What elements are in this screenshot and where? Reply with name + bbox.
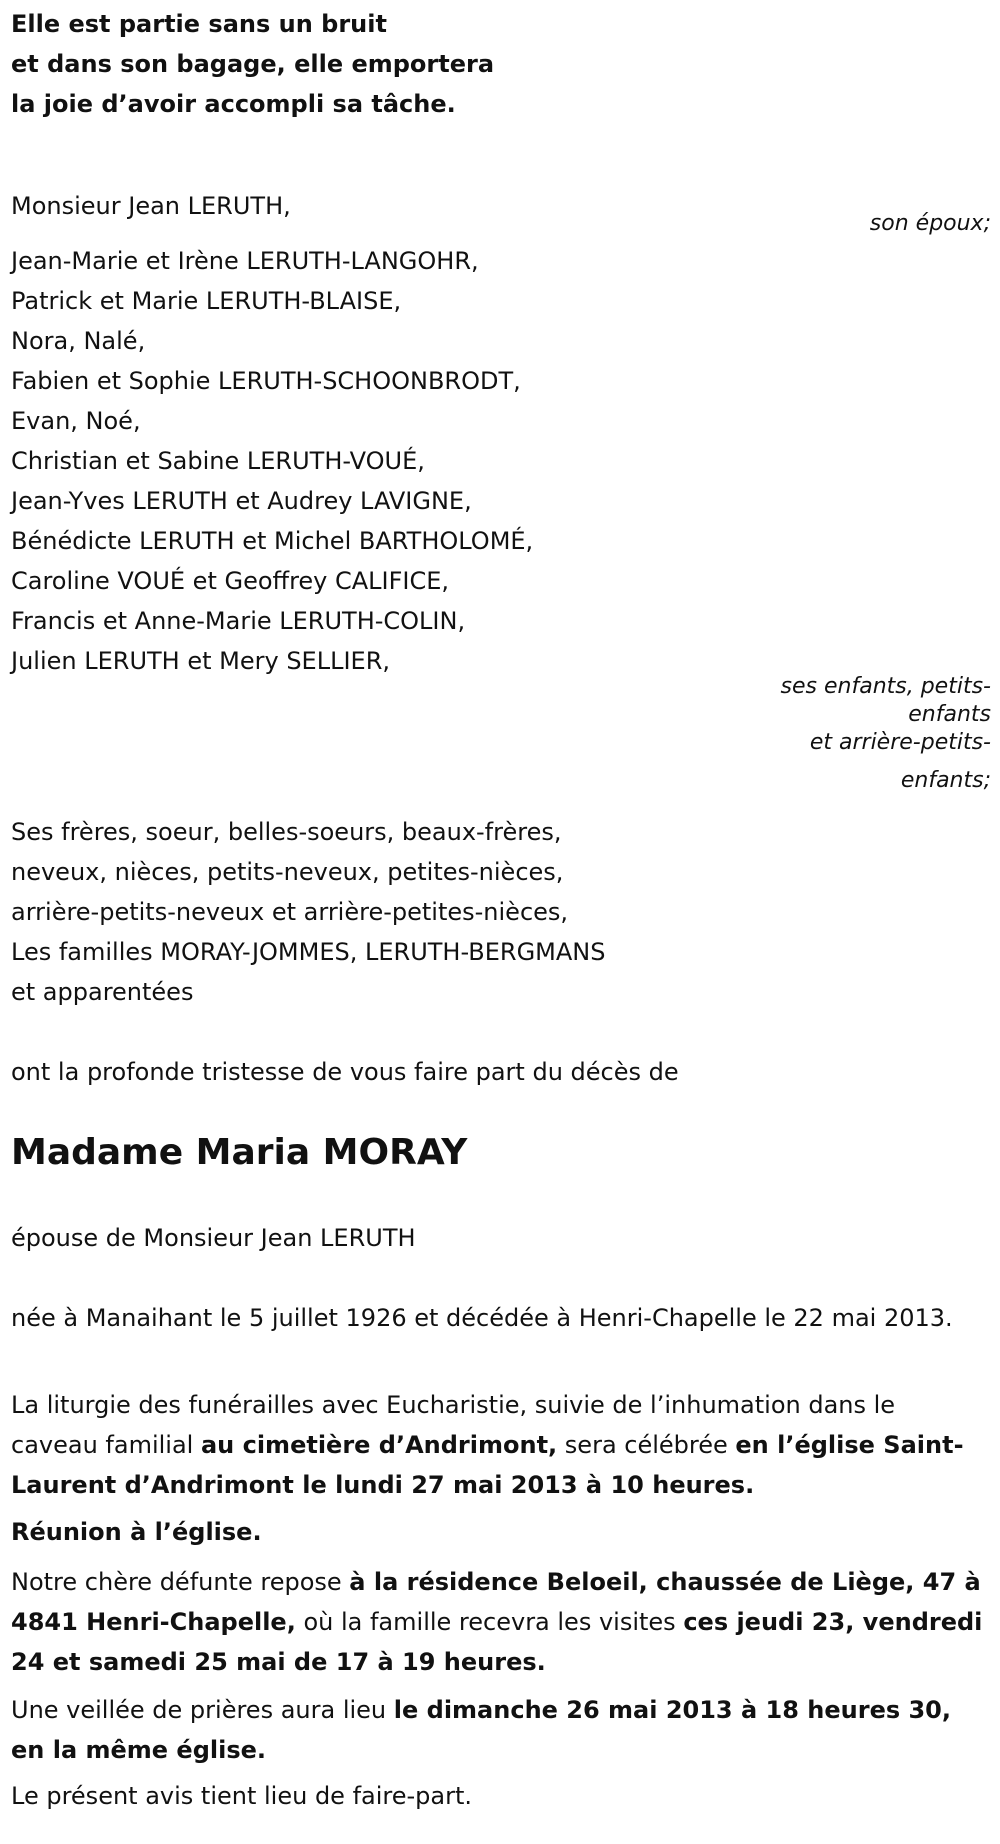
rest-part: où la famille recevra les visites — [295, 1608, 684, 1636]
rest-address: à la résidence Beloeil, chaussée de Liège, 47 à 4841 Henri-Chapelle, — [11, 1568, 981, 1636]
list-item: Jean-Yves LERUTH et Audrey LAVIGNE, — [11, 487, 472, 515]
poem-line: Elle est partie sans un bruit — [11, 10, 387, 38]
husband-name: Monsieur Jean LERUTH, — [11, 192, 291, 220]
vigil-part: Une veillée de prières aura lieu — [11, 1696, 394, 1724]
poem-line: et dans son bagage, elle emportera — [11, 50, 495, 78]
list-item: Evan, Noé, — [11, 407, 141, 435]
list-item: Francis et Anne-Marie LERUTH-COLIN, — [11, 607, 466, 635]
announcement-text: ont la profonde tristesse de vous faire part du décès de — [11, 1058, 679, 1086]
meeting-text: Réunion à l’église. — [11, 1518, 262, 1546]
list-item: Patrick et Marie LERUTH-BLAISE, — [11, 287, 402, 315]
deceased-name: Madame Maria MORAY — [11, 1132, 468, 1173]
poem-line: la joie d’avoir accompli sa tâche. — [11, 90, 456, 118]
liturgy-place: au cimetière d’Andrimont, — [200, 1431, 558, 1459]
children-role-line: enfants — [908, 702, 991, 727]
list-item: Fabien et Sophie LERUTH-SCHOONBRODT, — [11, 367, 521, 395]
spouse-of-text: épouse de Monsieur Jean LERUTH — [11, 1224, 416, 1252]
list-item: Caroline VOUÉ et Geoffrey CALIFICE, — [11, 567, 450, 595]
children-role-line: enfants; — [900, 768, 991, 793]
vigil-date: le dimanche 26 mai 2013 à 18 heures 30, en la même église. — [11, 1696, 951, 1764]
rest-visit-times: ces jeudi 23, vendredi 24 et samedi 25 mai de 17 à 19 heures. — [11, 1608, 983, 1676]
list-item: Les familles MORAY-JOMMES, LERUTH-BERGMANS — [11, 938, 606, 966]
list-item: et apparentées — [11, 978, 194, 1006]
liturgy-part: La liturgie des funérailles avec Eucharistie, suivie de l’inhumation dans le caveau familial — [11, 1391, 896, 1459]
list-item: Bénédicte LERUTH et Michel BARTHOLOMÉ, — [11, 527, 534, 555]
relatives-list — [11, 812, 606, 1012]
children-role — [741, 671, 991, 803]
children-list — [11, 241, 533, 681]
children-role-line: et arrière-petits- — [809, 730, 991, 755]
list-item: neveux, nièces, petits-neveux, petites-nièces, — [11, 858, 564, 886]
rest-text — [11, 1562, 986, 1682]
children-role-line: ses enfants, petits- — [780, 674, 991, 699]
liturgy-text — [11, 1385, 986, 1505]
birth-death-text: née à Manaihant le 5 juillet 1926 et décédée à Henri-Chapelle le 22 mai 2013. — [11, 1304, 953, 1332]
list-item: Nora, Nalé, — [11, 327, 146, 355]
list-item: Julien LERUTH et Mery SELLIER, — [11, 647, 391, 675]
poem-verse — [11, 4, 494, 124]
list-item: Jean-Marie et Irène LERUTH-LANGOHR, — [11, 247, 479, 275]
rest-part: Notre chère défunte repose — [11, 1568, 350, 1596]
closing-text: Le présent avis tient lieu de faire-part. — [11, 1782, 473, 1810]
husband-role: son époux; — [869, 211, 991, 236]
vigil-text — [11, 1690, 986, 1770]
liturgy-part: sera célébrée — [557, 1431, 736, 1459]
list-item: Ses frères, soeur, belles-soeurs, beaux-frères, — [11, 818, 562, 846]
liturgy-church-date: en l’église Saint-Laurent d’Andrimont le lundi 27 mai 2013 à 10 heures. — [11, 1431, 964, 1499]
list-item: arrière-petits-neveux et arrière-petites-nièces, — [11, 898, 569, 926]
list-item: Christian et Sabine LERUTH-VOUÉ, — [11, 447, 425, 475]
